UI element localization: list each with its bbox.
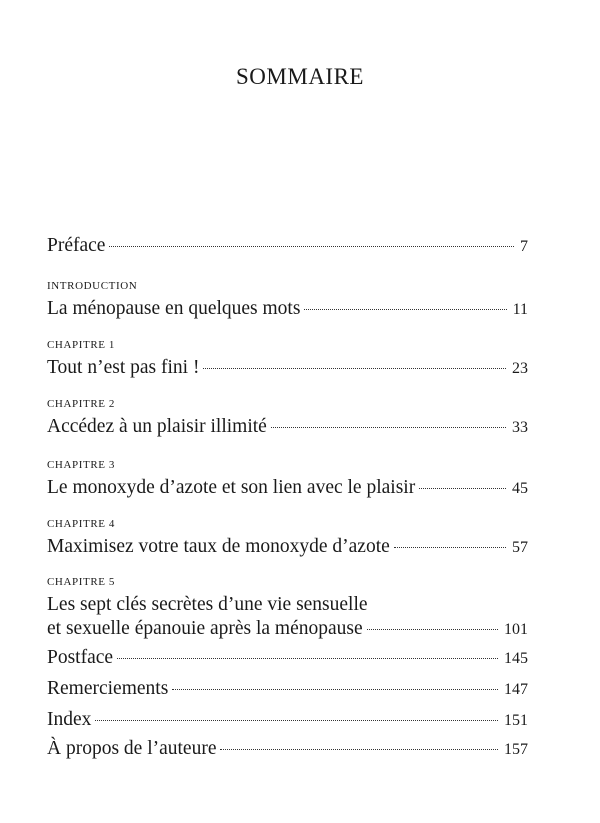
toc-entry-label: CHAPITRE 5 (47, 576, 116, 588)
toc-entry-title: Accédez à un plaisir illimité (47, 416, 267, 437)
dot-leader (220, 749, 498, 750)
toc-entry-chapitre-3[interactable] (47, 459, 528, 501)
toc-entry-title: et sexuelle épanouie après la ménopause (47, 618, 363, 639)
dot-leader (394, 547, 506, 548)
dot-leader (117, 658, 498, 659)
dot-leader (172, 689, 498, 690)
toc-entry-chapitre-2[interactable] (47, 398, 528, 440)
toc-entry-title: Préface (47, 235, 106, 256)
toc-entry-page: 57 (512, 539, 528, 556)
toc-entry-title: Index (47, 709, 92, 730)
dot-leader (109, 246, 514, 247)
toc-entry-page: 33 (512, 419, 528, 436)
toc-entry-index[interactable] (47, 708, 528, 733)
toc-entry-page: 7 (520, 238, 528, 255)
dot-leader (95, 720, 498, 721)
toc-entry-page: 151 (504, 712, 528, 729)
toc-entry-title: Maximisez votre taux de monoxyde d’azote (47, 536, 390, 557)
dot-leader (271, 427, 506, 428)
toc-entry-chapitre-5[interactable] (47, 576, 528, 642)
toc-entry-title: Tout n’est pas fini ! (47, 357, 200, 378)
toc-entry-page: 23 (512, 360, 528, 377)
toc-entry-label: CHAPITRE 1 (47, 339, 116, 351)
toc-entry-title: À propos de l’auteure (47, 738, 217, 759)
toc-entry-postface[interactable] (47, 646, 528, 671)
toc-entry-label: CHAPITRE 3 (47, 459, 116, 471)
toc-entry-a-propos[interactable] (47, 737, 528, 762)
toc-line (47, 535, 528, 560)
toc-entry-remerciements[interactable] (47, 677, 528, 702)
toc-line (47, 646, 528, 671)
toc-line (47, 476, 528, 501)
toc-entry-title: Postface (47, 647, 114, 668)
toc-entry-title: Remerciements (47, 678, 169, 699)
toc-entry-page: 145 (504, 650, 528, 667)
toc-entry-chapitre-1[interactable] (47, 339, 528, 381)
dot-leader (419, 488, 506, 489)
toc-line (47, 297, 528, 322)
toc-entry-chapitre-4[interactable] (47, 518, 528, 560)
toc-entry-page: 101 (504, 621, 528, 638)
toc-entry-title-line-1: Les sept clés secrètes d’une vie sensuelle (47, 594, 368, 615)
toc-entry-introduction[interactable] (47, 280, 528, 322)
toc-line (47, 617, 528, 642)
dot-leader (367, 629, 498, 630)
toc-entry-page: 157 (504, 741, 528, 758)
toc-entry-page: 147 (504, 681, 528, 698)
toc-entry-page: 11 (512, 301, 528, 318)
toc-entry-preface[interactable] (47, 234, 528, 259)
toc-line (47, 737, 528, 762)
toc-line (47, 234, 528, 259)
toc-entry-title: La ménopause en quelques mots (47, 298, 301, 319)
toc-entry-label: CHAPITRE 2 (47, 398, 116, 410)
dot-leader (203, 368, 506, 369)
toc-entry-label: INTRODUCTION (47, 280, 138, 292)
toc-entry-page: 45 (512, 480, 528, 497)
toc-entry-label: CHAPITRE 4 (47, 518, 116, 530)
toc-line (47, 708, 528, 733)
toc-line (47, 415, 528, 440)
toc-entry-title: Le monoxyde d’azote et son lien avec le plaisir (47, 477, 416, 498)
dot-leader (304, 309, 506, 310)
toc-line (47, 677, 528, 702)
page-title: SOMMAIRE (236, 64, 364, 89)
toc-line (47, 356, 528, 381)
